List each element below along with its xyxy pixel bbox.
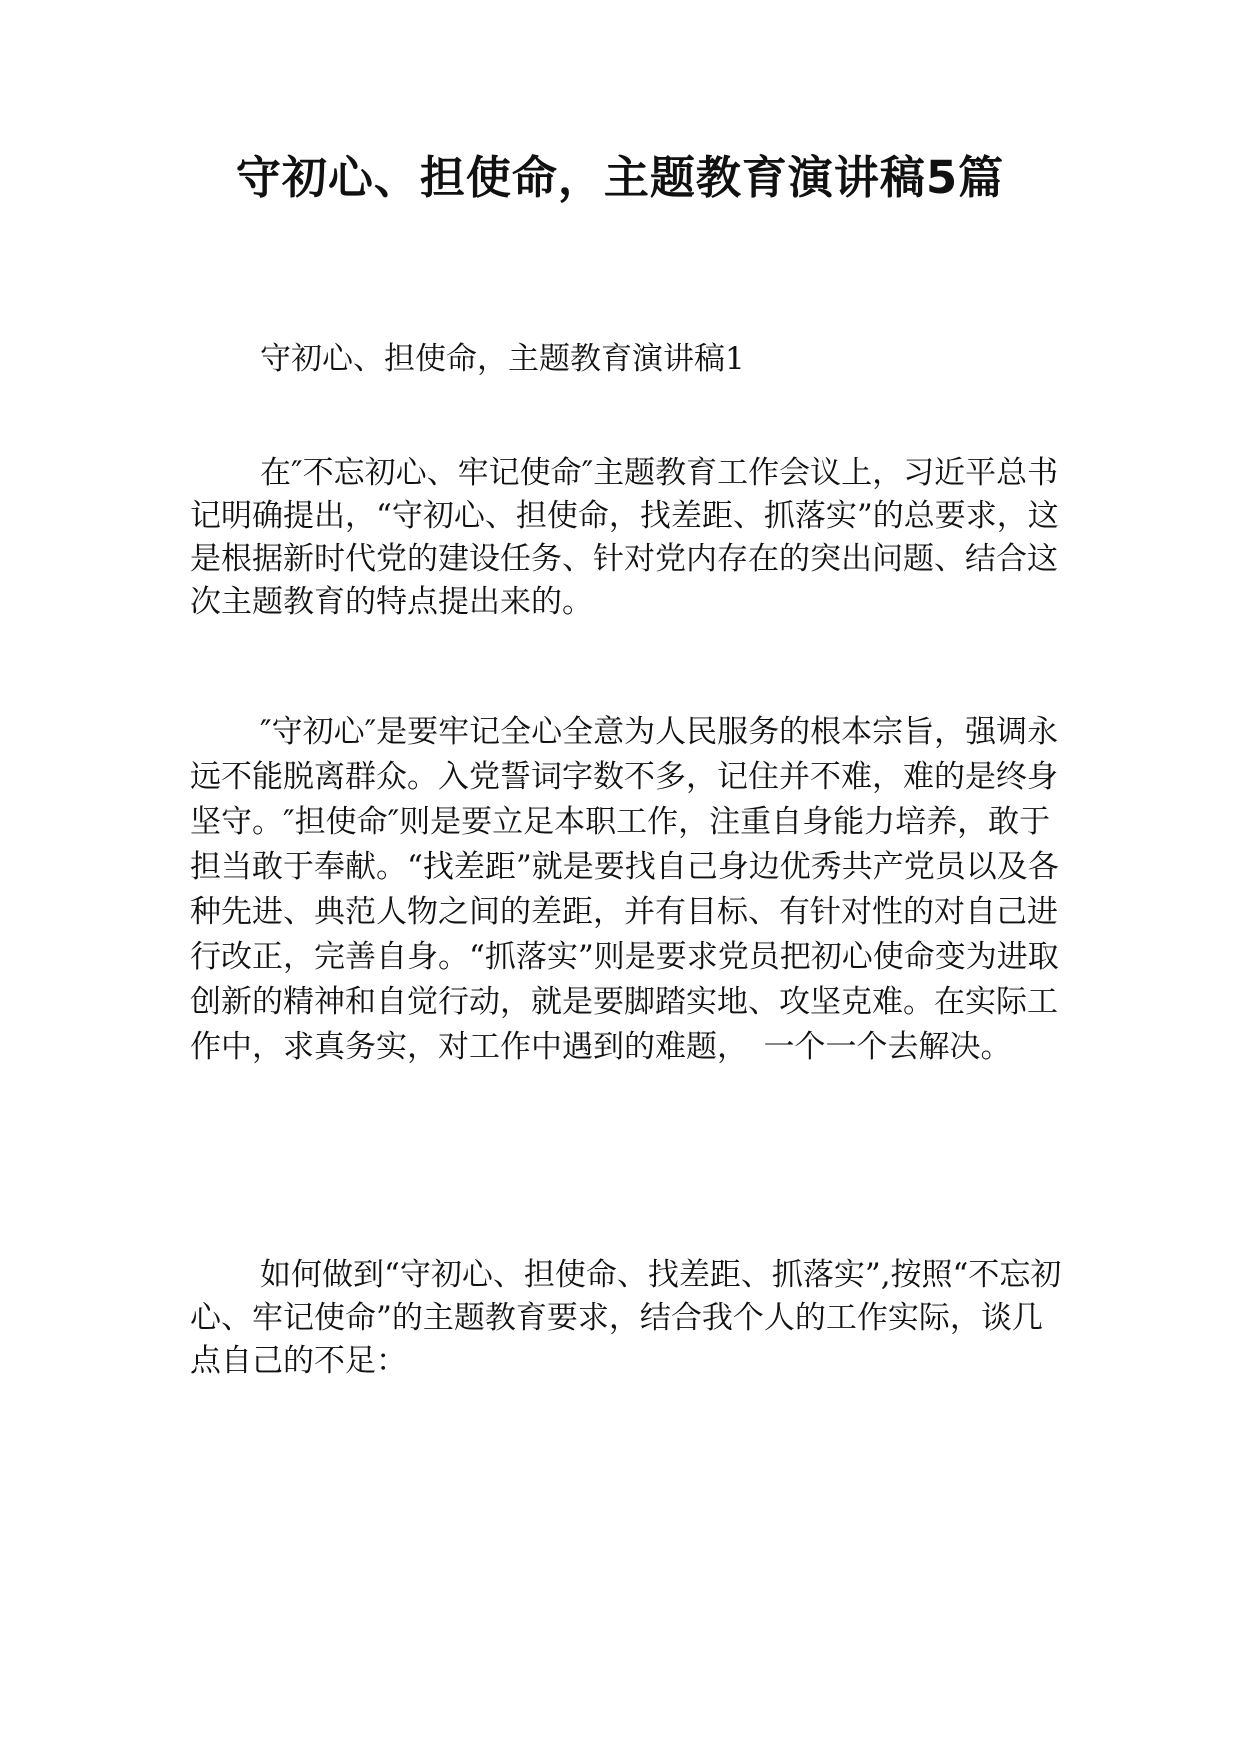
section-subtitle: 守初心、担使命，主题教育演讲稿1 (260, 341, 745, 377)
paragraph-1: 在″不忘初心、牢记使命″主题教育工作会议上，习近平总书记明确提出，“守初心、担使命，找差距、抓落实”的总要求，这是根据新时代党的建设任务、针对党内存在的突出问题、结合这次主题教育的特点提出来的。 (190, 455, 1059, 620)
paragraph-3: 如何做到“守初心、担使命、找差距、抓落实”,按照“不忘初心、牢记使命”的主题教育要求，结合我个人的工作实际，谈几点自己的不足： (190, 1257, 1062, 1379)
document-title: 守初心、担使命，主题教育演讲稿5篇 (235, 151, 1005, 204)
paragraph-2: ″守初心″是要牢记全心全意为人民服务的根本宗旨，强调永远不能脱离群众。入党誓词字数不多，记住并不难，难的是终身坚守。″担使命″则是要立足本职工作，注重自身能力培养，敢于担当敢于奉献。“找差距”就是要找自己身边优秀共产党员以及各种先进、典范人物之间的差距，并有目标、有针对性的对自己进行改正，完善自身。“抓落实”则是要求党员把初心使命变为进取创新的精神和自觉行动，就是要脚踏实地、攻坚克难。在实际工作中，求真务实，对工作中遇到的难题， 一个一个去解决。 (190, 714, 1059, 1065)
